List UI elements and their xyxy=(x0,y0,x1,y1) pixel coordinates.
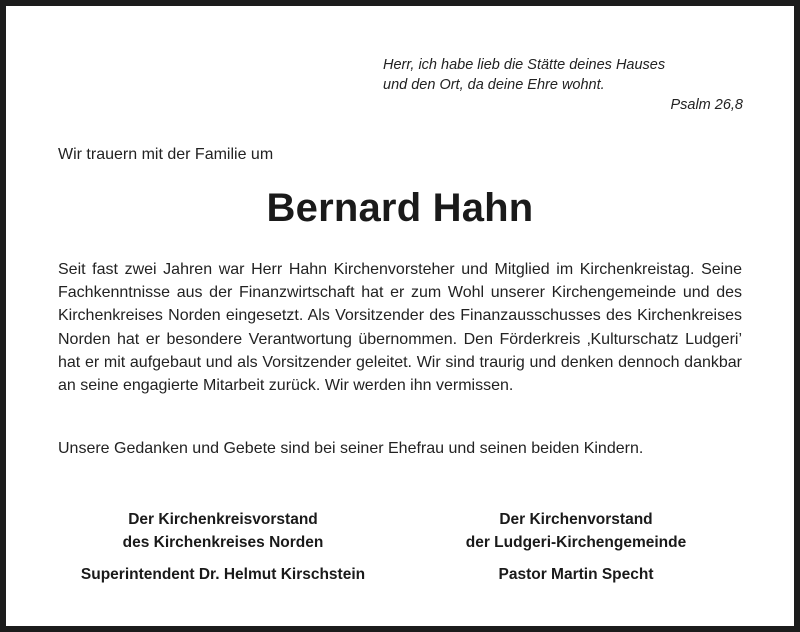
signature-person: Superintendent Dr. Helmut Kirschstein xyxy=(80,566,366,583)
intro-text: Wir trauern mit der Familie um xyxy=(58,146,274,163)
verse-line-1: Herr, ich habe lieb die Stätte deines Hauses xyxy=(383,57,666,73)
signature-role-line: Der Kirchenkreisvorstand xyxy=(128,511,318,528)
tribute-paragraph: Seit fast zwei Jahren war Herr Hahn Kirchenvorsteher und Mitglied im Kirchenkreistag. Seine Fachkenntnisse aus der Finanzwirtschaft hat er zum Wohl unserer Kirchengemeinde und des Kirchenkreises Norden eingesetzt. Als Vorsitzender des Finanzausschusses des Kirchenkreises Norden hat er besondere Verantwortung übernommen. Den Förderkreis ‚Kulturschatz Ludgeri’ hat er mit aufgebaut und als Vorsitzender geleitet. Wir sind traurig und denken dennoch dankbar an seine engagierte Mitarbeit zurück. Wir werden ihn vermissen. xyxy=(58,261,742,395)
signature-role-line: des Kirchenkreises Norden xyxy=(122,534,324,551)
bible-verse xyxy=(383,55,743,115)
signature-person: Pastor Martin Specht xyxy=(498,566,654,583)
closing-text: Unsere Gedanken und Gebete sind bei seiner Ehefrau und seinen beiden Kindern. xyxy=(58,440,644,457)
verse-line-2: und den Ort, da deine Ehre wohnt. xyxy=(383,77,605,93)
signature-block-parish-board xyxy=(396,508,756,586)
signature-role-line: Der Kirchenvorstand xyxy=(499,511,653,528)
deceased-name: Bernard Hahn xyxy=(266,186,534,230)
signature-role-line: der Ludgeri-Kirchengemeinde xyxy=(465,534,687,551)
verse-reference: Psalm 26,8 xyxy=(670,97,743,113)
signature-block-district-board xyxy=(43,508,403,586)
